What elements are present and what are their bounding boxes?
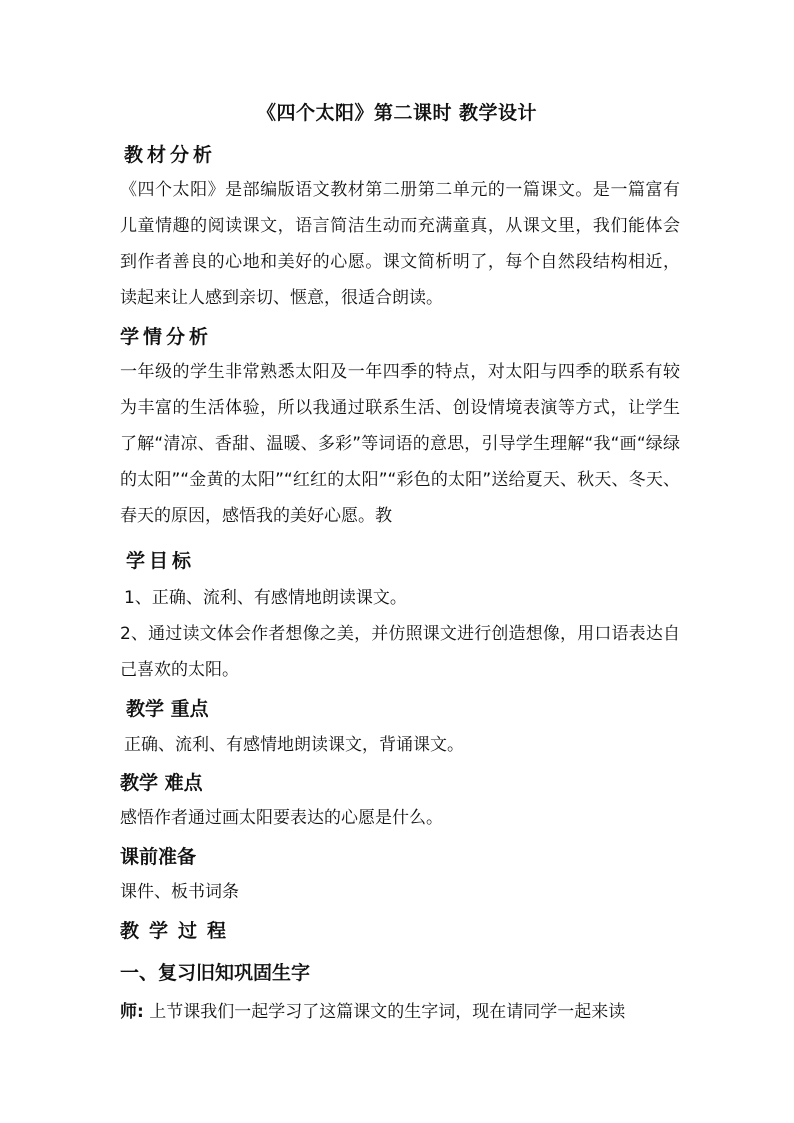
- heading-teaching-goals: 学目标: [126, 550, 196, 572]
- paragraph-key-points: 正确、流利、有感情地朗读课文，背诵课文。: [124, 735, 464, 755]
- heading-key-points: 教学 重点: [126, 698, 209, 720]
- heading-teaching-process: 教学过程: [120, 920, 237, 942]
- paragraph-teacher-line: [120, 994, 680, 1030]
- heading-textbook-analysis: 教材分析: [124, 144, 217, 166]
- paragraph-student-analysis: 一年级的学生非常熟悉太阳及一年四季的特点，对太阳与四季的联系有较为丰富的生活体验，所以我通过联系生活、创设情境表演等方式，让学生了解“清凉、香甜、温暖、多彩”等词语的意思，引导学生理解“我“画“绿绿的太阳”“金黄的太阳”“红红的太阳”“彩色的太阳”送给夏天、秋天、冬天、春天的原因，感悟我的美好心愿。教: [120, 362, 680, 526]
- heading-preparation: 课前准备: [120, 846, 197, 868]
- heading-step-1: 一、复习旧知巩固生字: [120, 962, 311, 984]
- paragraph-preparation: 课件、板书词条: [120, 882, 239, 902]
- paragraph-difficulties: 感悟作者通过画太阳要表达的心愿是什么。: [120, 808, 443, 828]
- goal-item-1: 1、正确、流利、有感情地朗读课文。: [124, 588, 407, 608]
- heading-student-analysis: 学情分析: [120, 326, 213, 348]
- document-title: 《四个太阳》第二课时 教学设计: [256, 102, 538, 124]
- teacher-label: 师:: [120, 1002, 144, 1022]
- teacher-text: 上节课我们一起学习了这篇课文的生字词，现在请同学一起来读: [149, 1002, 626, 1022]
- heading-difficulties: 教学 难点: [120, 772, 203, 794]
- goal-item-2: 2、通过读文体会作者想像之美，并仿照课文进行创造想像，用口语表达自己喜欢的太阳。: [120, 624, 680, 680]
- paragraph-textbook-analysis: 《四个太阳》是部编版语文教材第二册第二单元的一篇课文。是一篇富有儿童情趣的阅读课文，语言简洁生动而充满童真，从课文里，我们能体会到作者善良的心地和美好的心愿。课文简析明了，每个自然段结构相近，读起来让人感到亲切、惬意，很适合朗读。: [120, 180, 680, 308]
